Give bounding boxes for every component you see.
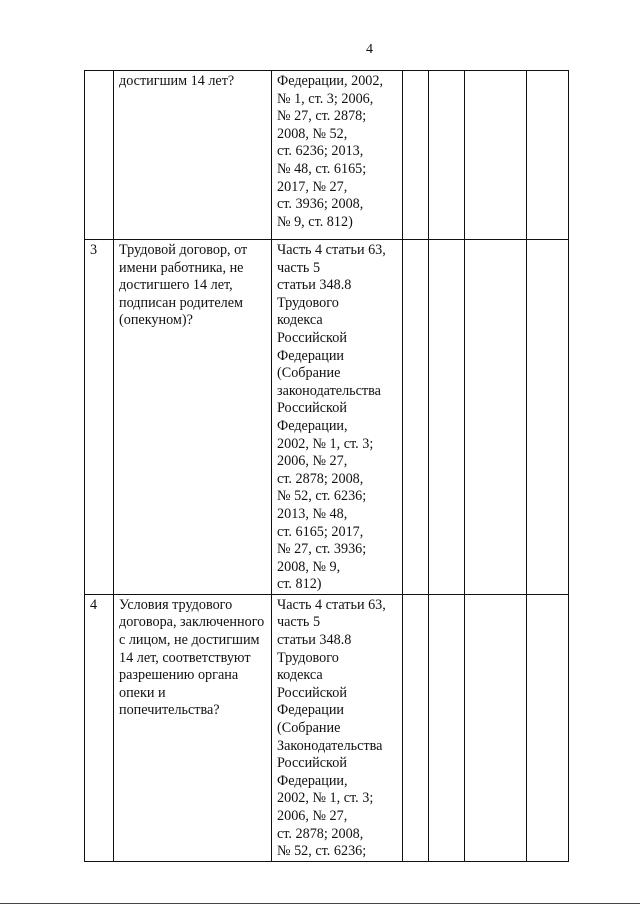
- table-row: [85, 240, 569, 595]
- question-cell: Трудовой договор, от имени работника, не достигшего 14 лет, подписан родителем (опекуном)?: [114, 240, 272, 595]
- answer-not-applicable-cell: [465, 71, 527, 240]
- answer-not-applicable-cell: [465, 594, 527, 861]
- note-cell: [527, 240, 569, 595]
- answer-no-cell: [429, 71, 465, 240]
- answer-no-cell: [429, 240, 465, 595]
- table-row: [85, 594, 569, 861]
- answer-yes-cell: [403, 71, 429, 240]
- legal-reference-cell: Часть 4 статьи 63, часть 5 статьи 348.8 Трудового кодекса Российской Федерации (Собрание законодательства Российской Федерации, 2002, № 1, ст. 3; 2006, № 27, ст. 2878; 2008, № 52, ст. 6236; 2013, № 48, ст. 6165; 2017, № 27, ст. 3936; 2008, № 9, ст. 812): [272, 240, 403, 595]
- row-number: 3: [85, 240, 114, 595]
- table-row: [85, 71, 569, 240]
- scan-edge-line: [0, 903, 640, 904]
- row-number: 4: [85, 594, 114, 861]
- checklist-table: [84, 70, 569, 862]
- answer-yes-cell: [403, 240, 429, 595]
- legal-reference-cell: Федерации, 2002, № 1, ст. 3; 2006, № 27, ст. 2878; 2008, № 52, ст. 6236; 2013, № 48, ст. 6165; 2017, № 27, ст. 3936; 2008, № 9, ст. 812): [272, 71, 403, 240]
- answer-no-cell: [429, 594, 465, 861]
- legal-reference-cell: Часть 4 статьи 63, часть 5 статьи 348.8 Трудового кодекса Российской Федерации (Собрание Законодательства Российской Федерации, 2002, № 1, ст. 3; 2006, № 27, ст. 2878; 2008, № 52, ст. 6236;: [272, 594, 403, 861]
- answer-not-applicable-cell: [465, 240, 527, 595]
- note-cell: [527, 71, 569, 240]
- question-cell: достигшим 14 лет?: [114, 71, 272, 240]
- note-cell: [527, 594, 569, 861]
- row-number: [85, 71, 114, 240]
- page-number: 4: [366, 42, 373, 57]
- question-cell: Условия трудового договора, заключенного с лицом, не достигшим 14 лет, соответствуют разрешению органа опеки и попечительства?: [114, 594, 272, 861]
- answer-yes-cell: [403, 594, 429, 861]
